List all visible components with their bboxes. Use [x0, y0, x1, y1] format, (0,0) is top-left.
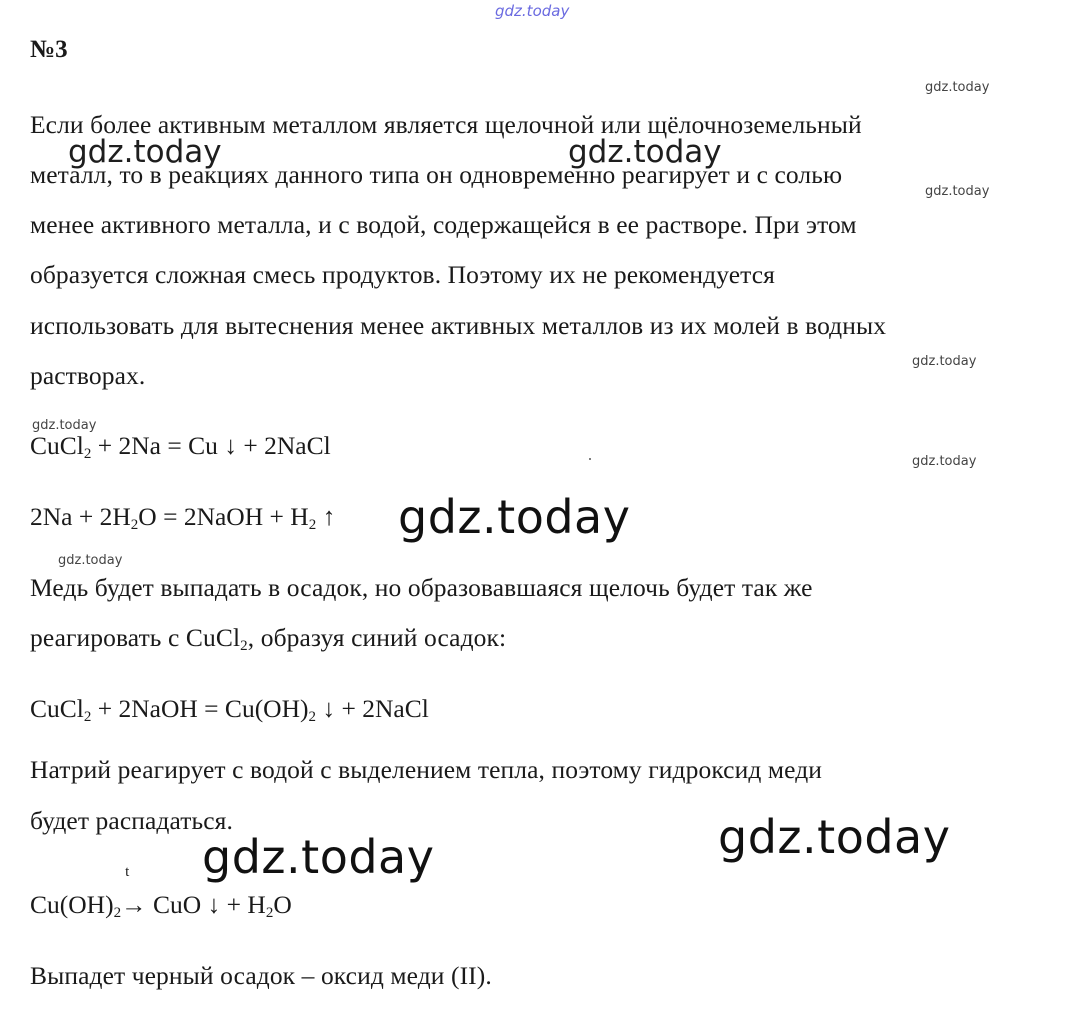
paragraph1-line: образуется сложная смесь продуктов. Поэтому их не рекомендуется — [30, 260, 775, 289]
watermark-small: gdz.today — [925, 80, 990, 95]
equation-cu-oh-decomposition: $Cu(OH)_2\to$ t CuO ↓ + $H_2O$ — [30, 864, 292, 921]
paragraph3-line: будет распадаться. — [30, 806, 233, 835]
paragraph2-line: реагировать с CuCl$_2$, образуя синий осадок: — [30, 623, 507, 654]
problem-number: №3 — [30, 36, 68, 63]
watermark-small: gdz.today — [912, 354, 977, 369]
watermark-small: gdz.today — [58, 553, 123, 568]
paragraph1-line: использовать для вытеснения менее активных металлов из их молей в водных — [30, 311, 887, 340]
watermark-large: gdz.today — [718, 810, 951, 864]
watermark-small: gdz.today — [32, 418, 97, 433]
paragraph1-line: растворах. — [30, 361, 146, 390]
watermark-large: gdz.today — [202, 830, 435, 884]
watermark-top: gdz.today — [495, 2, 570, 20]
paragraph1-line: менее активного металла, и с водой, содержащейся в ее растворе. При этом — [30, 210, 857, 239]
paragraph1-line: Если более активным металлом является щелочной или щёлочноземельный — [30, 110, 862, 139]
equation-cucl2-na: CuCl$_2$ + 2Na = Cu ↓ + 2NaCl — [30, 431, 331, 462]
stray-dot — [589, 458, 591, 460]
watermark-large: gdz.today — [398, 490, 631, 544]
conclusion: Выпадет черный осадок – оксид меди (II). — [30, 961, 492, 990]
equation-na-water: $2Na + 2H_2O$ = 2NaOH + $H_2$ ↑ — [30, 502, 336, 533]
heat-label: t — [125, 864, 130, 880]
paragraph2-line: Медь будет выпадать в осадок, но образовавшаяся щелочь будет так же — [30, 573, 813, 602]
watermark-small: gdz.today — [925, 184, 990, 199]
heat-arrow: → t — [121, 864, 147, 919]
watermark-medium: gdz.today — [568, 134, 722, 170]
paragraph1-line: металл, то в реакциях данного типа он одновременно реагирует и с солью — [30, 160, 843, 189]
equation-cucl2-naoh: CuCl$_2$ + 2NaOH = $Cu(OH)_2$ ↓ + 2NaCl — [30, 694, 429, 725]
watermark-small: gdz.today — [912, 454, 977, 469]
watermark-medium: gdz.today — [68, 134, 222, 170]
paragraph3-line: Натрий реагирует с водой с выделением тепла, поэтому гидроксид меди — [30, 755, 823, 784]
